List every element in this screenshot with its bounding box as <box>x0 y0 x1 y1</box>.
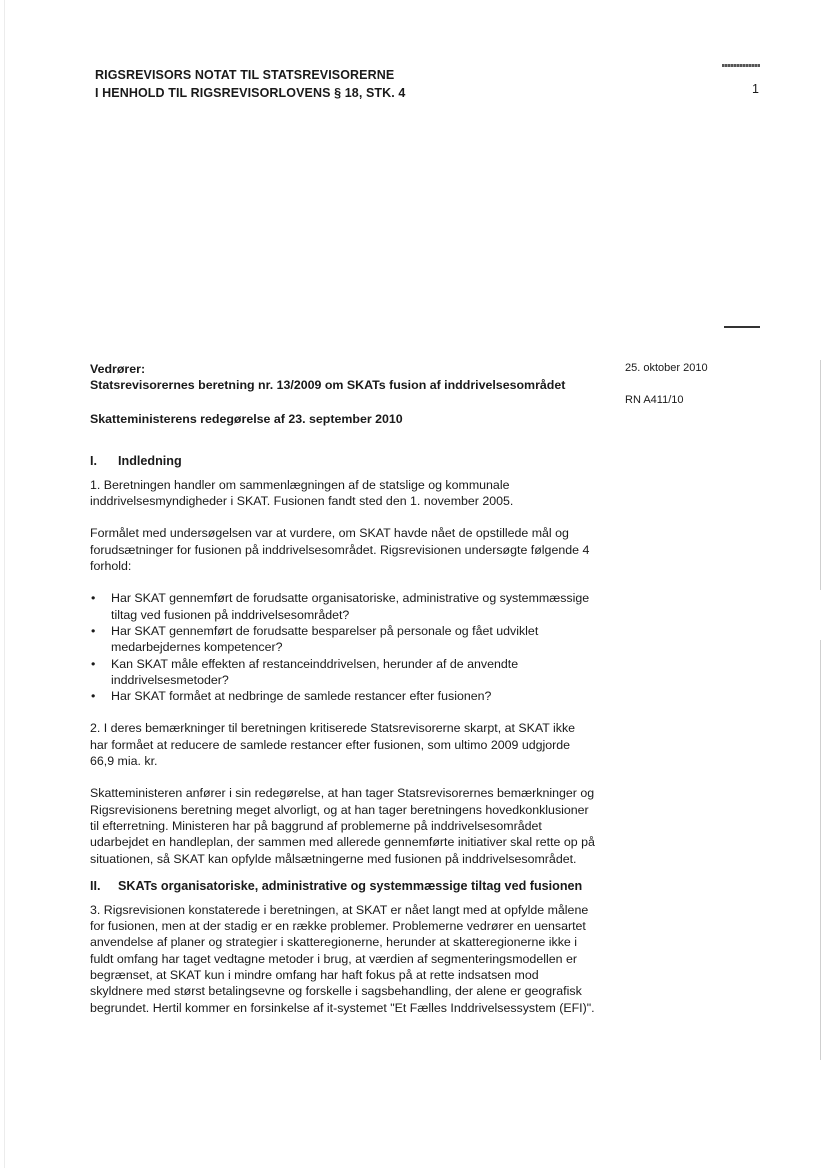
margin-rule <box>724 326 760 328</box>
subject-title: Statsrevisorernes beretning nr. 13/2009 om SKATs fusion af inddrivelsesområdet <box>90 378 566 393</box>
section-title: SKATs organisatoriske, administrative og systemmæssige tiltag ved fusionen <box>118 878 583 893</box>
subject-subtitle: Skatteministerens redegørelse af 23. september 2010 <box>90 411 403 426</box>
header-line-2: I HENHOLD TIL RIGSREVISORLOVENS § 18, STK. 4 <box>95 86 406 100</box>
question-list <box>90 590 595 704</box>
paragraph-3: 2. I deres bemærkninger til beretningen kritiserede Statsrevisorerne skarpt, at SKAT ikke har formået at reducere de samlede restancer efter fusionen, som ultimo 2009 udgjorde 66,9 mia. kr. <box>90 721 576 769</box>
bullet-icon: • <box>91 623 96 638</box>
handwritten-mark <box>722 64 760 67</box>
section-number: II. <box>90 878 101 893</box>
header-line-1: RIGSREVISORS NOTAT TIL STATSREVISORERNE <box>95 68 395 82</box>
section-heading-2 <box>90 878 595 894</box>
list-item: • Har SKAT gennemført de forudsatte besparelser på personale og fået udviklet medarbejdernes kompetencer? <box>91 623 539 655</box>
page-number: 1 <box>752 82 759 96</box>
subject-label: Vedrører: <box>90 362 146 376</box>
section-number: I. <box>90 453 97 468</box>
paragraph-4: Skatteministeren anfører i sin redegørelse, at han tager Statsrevisorernes bemærkninger og Rigsrevisionens beretning meget alvorligt, og at han tager beretningens hovedkonklusioner til efterretning. Ministeren har på baggrund af problemerne på inddrivelsesområdet udarbejdet en handleplan, der sammen med allerede gennemførte initiativer skal rette op på situationen, så SKAT kan opfylde målsætningerne med fusionen på inddrivelsesområdet. <box>90 786 595 866</box>
scan-right-edge <box>820 360 821 590</box>
document-reference: RN A411/10 <box>625 394 684 406</box>
sidebar-meta <box>625 361 708 408</box>
document-header <box>95 66 405 102</box>
list-item: • Har SKAT gennemført de forudsatte organisatoriske, administrative og systemmæssige tiltag ved fusionen på inddrivelsesområdet? <box>91 591 590 622</box>
section-heading-1 <box>90 453 595 469</box>
bullet-icon: • <box>91 656 96 671</box>
paragraph-1: 1. Beretningen handler om sammenlægningen af de statslige og kommunale inddrivelsesmyndigheder i SKAT. Fusionen fandt sted den 1. november 2005. <box>90 477 514 509</box>
paragraph-2: Formålet med undersøgelsen var at vurdere, om SKAT havde nået de opstillede mål og forudsætninger for fusionen på inddrivelsesområdet. Rigsrevisionen undersøgte følgende 4 forhold: <box>90 526 590 574</box>
paragraph-5: 3. Rigsrevisionen konstaterede i beretningen, at SKAT er nået langt med at opfylde målene for fusionen, men at der stadig er en række problemer. Problemerne vedrører en uensartet anvendelse af planer og strategier i skatteregionerne, herunder at skatteregionerne ikke i fuldt omfang har taget vedtagne metoder i brug, at værdien af segmenteringsmodellen er begrænset, at SKAT kun i mindre omfang har haft fokus på at rette indsatsen mod skyldnere med størst betalingsevne og forskelle i sagsbehandling, der alene er geografisk begrundet. Hertil kommer en forsinkelse af it-systemet "Et Fælles Inddrivelsessystem (EFI)". <box>90 902 595 1015</box>
bullet-icon: • <box>91 591 96 606</box>
scan-right-edge-lower <box>820 640 821 1060</box>
scan-left-edge <box>4 0 5 1168</box>
list-item: • Har SKAT formået at nedbringe de samlede restancer efter fusionen? <box>91 689 492 704</box>
bullet-icon: • <box>91 689 96 704</box>
document-body <box>90 361 595 1016</box>
section-title: Indledning <box>118 453 182 468</box>
list-item: • Kan SKAT måle effekten af restanceinddrivelsen, herunder af de anvendte inddrivelsesmetoder? <box>91 656 519 687</box>
document-date: 25. oktober 2010 <box>625 362 708 374</box>
